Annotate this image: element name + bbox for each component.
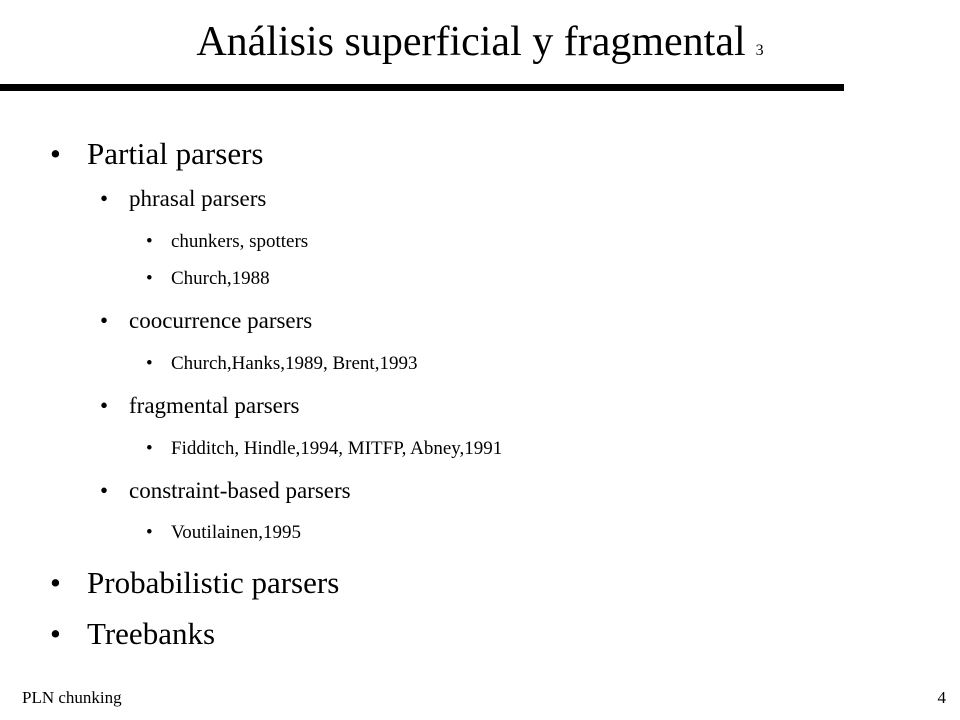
bullet-icon: • [100,393,109,418]
title-divider [0,84,844,91]
bullet-icon: • [100,478,109,503]
bullet-text: chunkers, spotters [171,231,309,252]
bullet-text: Fidditch, Hindle,1994, MITFP, Abney,1991 [171,438,503,459]
bullet-icon: • [146,438,153,459]
bullet-icon: • [50,616,61,651]
bullet-text: phrasal parsers [129,186,267,211]
slide-title [0,14,960,79]
bullet-icon: • [100,186,109,211]
bullet-text: coocurrence parsers [129,308,313,333]
bullet-text: Church,Hanks,1989, Brent,1993 [171,353,418,374]
bullet-icon: • [100,308,109,333]
bullet-icon: • [146,231,153,252]
bullet-text: Partial parsers [87,136,264,171]
bullet-icon: • [50,136,61,171]
bullet-text: fragmental parsers [129,393,300,418]
bullet-icon: • [146,522,153,543]
bullet-text: Treebanks [87,616,216,651]
bullet-icon: • [50,565,61,600]
footer-label: PLN chunking [22,688,122,707]
bullet-text: Voutilainen,1995 [171,522,302,543]
bullet-icon: • [146,353,153,374]
page-number: 4 [937,688,946,707]
slide-title-text: Análisis superficial y fragmental [196,19,746,65]
bullet-text: Probabilistic parsers [87,565,340,600]
bullet-text: constraint-based parsers [129,478,351,503]
bullet-text: Church,1988 [171,268,270,289]
bullet-icon: • [146,268,153,289]
slide-title-number: 3 [755,42,764,59]
